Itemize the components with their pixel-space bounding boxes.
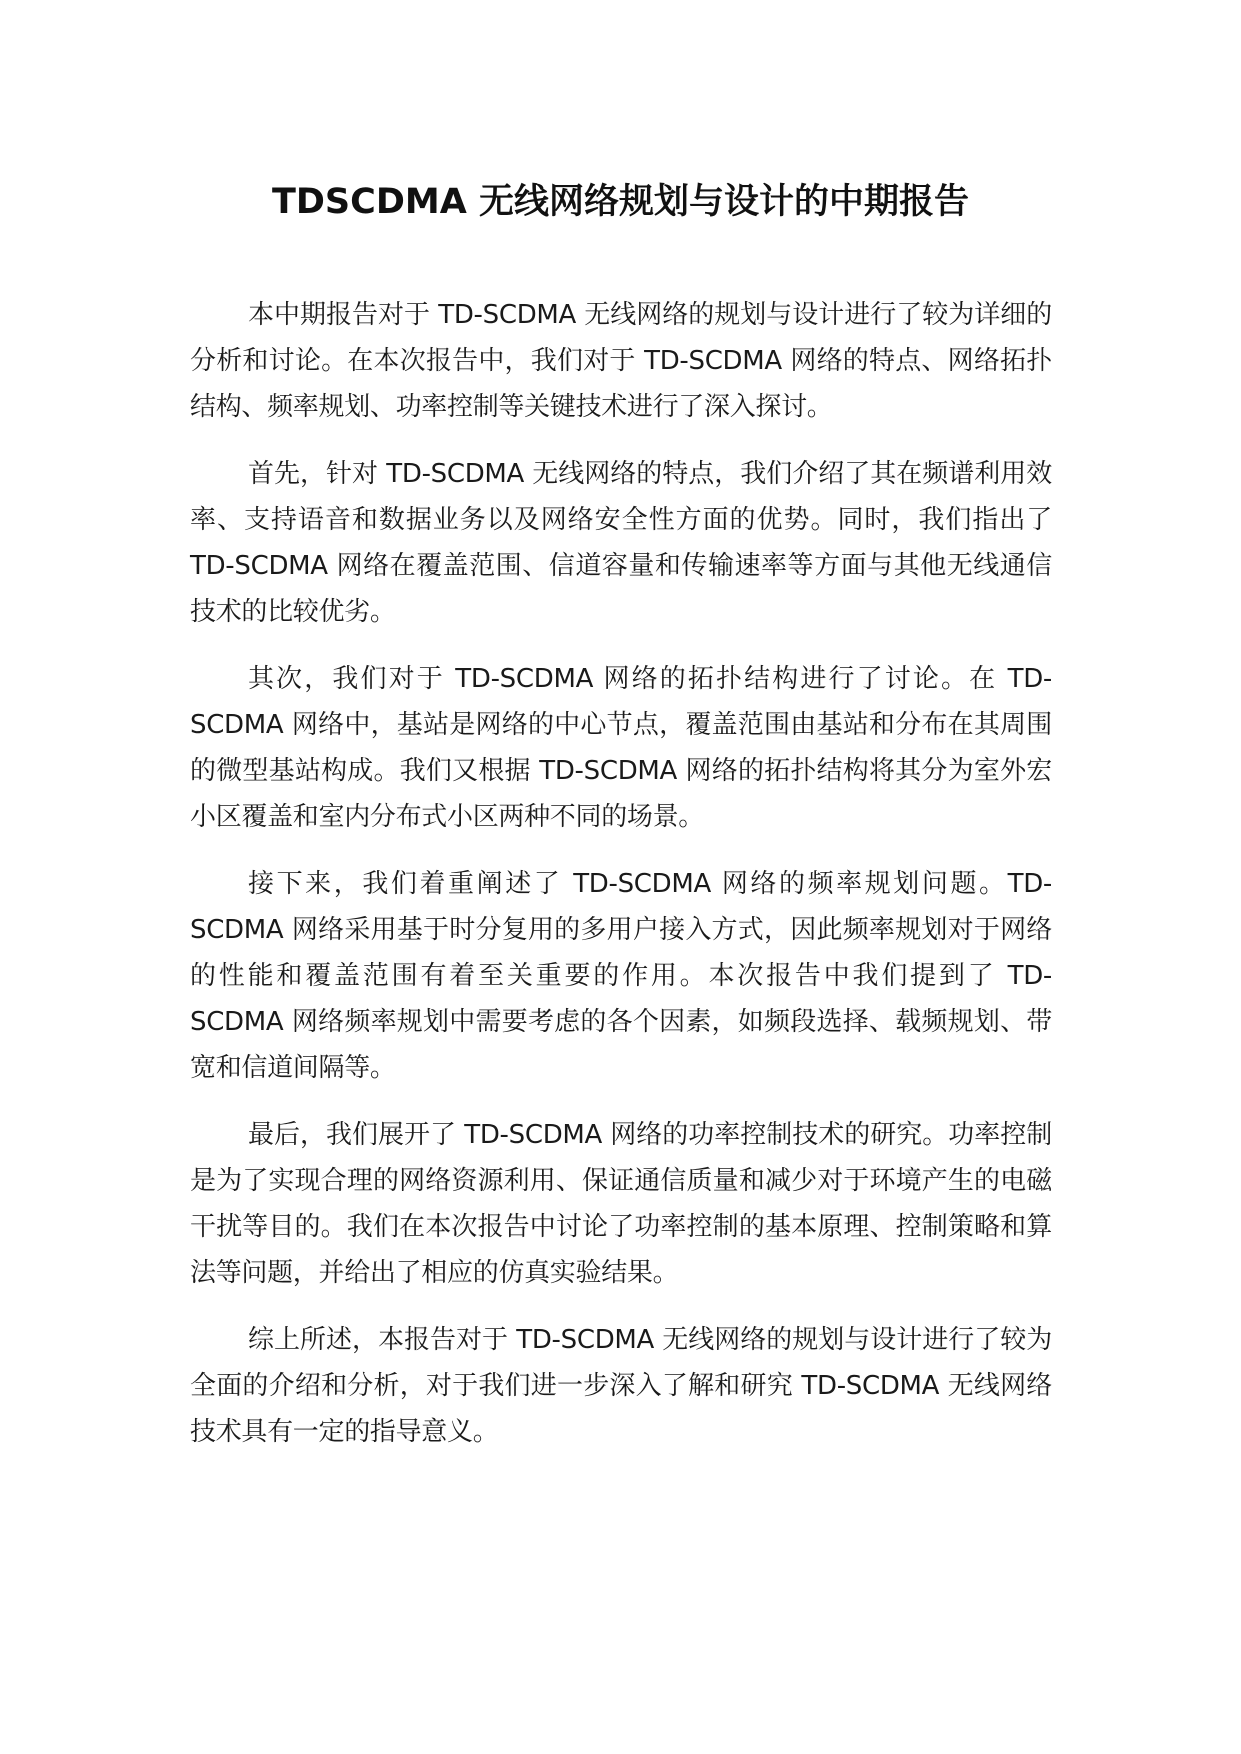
paragraph-topology: 其次，我们对于 TD-SCDMA 网络的拓扑结构进行了讨论。在 TD-SCDMA 网络中，基站是网络的中心节点，覆盖范围由基站和分布在其周围的微型基站构成。我们又根据 TD-SCDMA 网络的拓扑结构将其分为室外宏小区覆盖和室内分布式小区两种不同的场景。 <box>190 664 1052 832</box>
paragraph-intro: 本中期报告对于 TD-SCDMA 无线网络的规划与设计进行了较为详细的分析和讨论。在本次报告中，我们对于 TD-SCDMA 网络的特点、网络拓扑结构、频率规划、功率控制等关键技术进行了深入探讨。 <box>190 300 1052 422</box>
paragraph-power-control: 最后，我们展开了 TD-SCDMA 网络的功率控制技术的研究。功率控制是为了实现合理的网络资源利用、保证通信质量和减少对于环境产生的电磁干扰等目的。我们在本次报告中讨论了功率控制的基本原理、控制策略和算法等问题，并给出了相应的仿真实验结果。 <box>190 1120 1052 1288</box>
paragraph-conclusion: 综上所述，本报告对于 TD-SCDMA 无线网络的规划与设计进行了较为全面的介绍和分析，对于我们进一步深入了解和研究 TD-SCDMA 无线网络技术具有一定的指导意义。 <box>190 1325 1052 1447</box>
paragraph-features: 首先，针对 TD-SCDMA 无线网络的特点，我们介绍了其在频谱利用效率、支持语音和数据业务以及网络安全性方面的优势。同时，我们指出了 TD-SCDMA 网络在覆盖范围、信道容量和传输速率等方面与其他无线通信技术的比较优劣。 <box>190 459 1052 627</box>
document-body <box>190 292 1052 1476</box>
paragraph-frequency-planning: 接下来，我们着重阐述了 TD-SCDMA 网络的频率规划问题。TD-SCDMA 网络采用基于时分复用的多用户接入方式，因此频率规划对于网络的性能和覆盖范围有着至关重要的作用。本次报告中我们提到了 TD-SCDMA 网络频率规划中需要考虑的各个因素，如频段选择、载频规划、带宽和信道间隔等。 <box>190 869 1052 1083</box>
document-title: TDSCDMA 无线网络规划与设计的中期报告 <box>272 182 969 222</box>
